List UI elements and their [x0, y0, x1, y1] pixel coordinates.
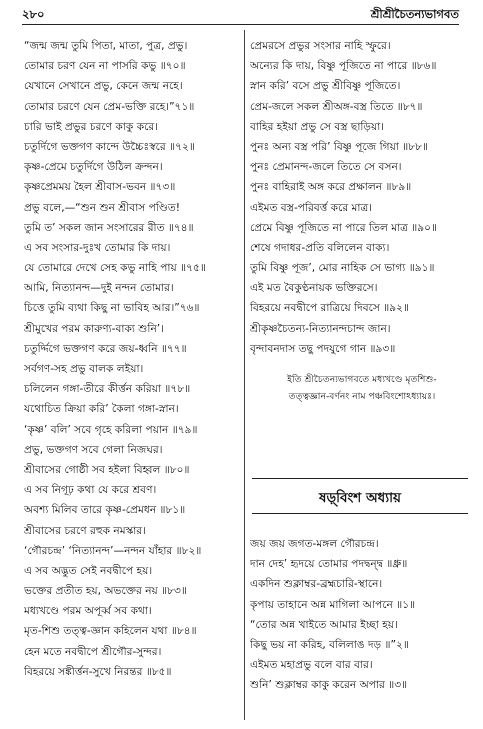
verse-line: এইমত বস্ত্র-পরিবর্ত্ত করে মাত্র।: [250, 201, 373, 214]
verse-line: কৃপায় তাহানে অন্ন মাগিলা আপনে ॥১॥: [250, 598, 416, 611]
verse-line: মধ্যখণ্ডে পরম অপূর্ব্ব সব কথা।: [24, 605, 152, 618]
verse-line: পুনঃ প্রেমানন্দ-জলে তিতে সে বসন।: [250, 161, 402, 174]
verse-line: যথোচিত ক্রিয়া করি’ কৈলা গঙ্গা-স্নান।: [24, 403, 179, 416]
verse-line: ‘গৌরচন্দ্র’ ‘নিত্যানন্দ’—নন্দন যাঁহার ॥৮২॥: [24, 544, 202, 557]
chapter-colophon: [262, 371, 462, 405]
verse-line: বৃন্দাবনদাস তছু পদযুগে গান ॥৯৩॥: [250, 342, 396, 355]
verse-line: স্নান করি’ বসে প্রভু শ্রীবিষ্ণু পূজিতে।: [250, 80, 401, 93]
header-rule: [22, 24, 459, 25]
verse-line: এ সব সংসার-দুঃখ তোমার কি দায়।: [24, 241, 171, 254]
verse-line: প্রভু বলে,—“শুন শুন শ্রীবাস পণ্ডিত!: [24, 201, 181, 214]
chapter-title: ষড়্‌বিংশ অধ্যায়: [319, 490, 401, 506]
verse-line: অন্যের কি দায়, বিষ্ণু পূজিতে না পারে ॥৮৬॥: [250, 60, 437, 73]
colophon-line: ইতি শ্রীচৈতন্যভাগবতে মধ্যখণ্ডে মৃতশিশু-: [287, 374, 437, 385]
verse-line: শ্রীকৃষ্ণচৈতন্য-নিত্যানন্দচান্দ জান।: [250, 322, 391, 335]
verse-line: শুনি’ শুক্লাম্বর কাকু করেন অপার ॥৩॥: [250, 679, 408, 692]
verse-line: জয় জয় জগত-মঙ্গল গৌরচন্দ্র।: [250, 538, 379, 550]
column-divider: [244, 30, 245, 720]
verse-line: বাহির হইয়া প্রভু সে বস্ত্র ছাড়িয়া।: [250, 120, 385, 133]
verse-line: চলিলেন গঙ্গা-তীরে কীর্ত্তন করিয়া ॥৭৮॥: [24, 383, 191, 396]
verse-line: কৃষ্ণ-প্রেমে চতুর্দিগে উঠিল ক্রন্দন।: [24, 161, 163, 174]
verse-line: প্রভু, ভক্তগণ সবে গেলা নিজঘর।: [24, 443, 163, 456]
verse-line: তোমার চরণ যেন না পাসরি কভু ॥৭০॥: [24, 60, 186, 73]
right-column-continued: [250, 534, 468, 696]
verse-line: এ সব নিগূঢ় কথা যে করে শ্রবণ।: [24, 484, 157, 497]
running-title: শ্রীশ্রীচৈতন্যভাগবত: [370, 7, 459, 21]
verse-line: পুনঃ বাহিরাই অঙ্গ করে প্রক্ষালন ॥৮৯॥: [250, 181, 412, 194]
verse-line: এইমত মহাপ্রভু বলে বার বার।: [250, 659, 373, 672]
verse-line: চারি ভাই প্রভুর চরণে কাকু করে।: [24, 120, 158, 133]
verse-line: “জন্ম জন্ম তুমি পিতা, মাতা, পুত্র, প্রভু।: [24, 40, 188, 52]
verse-line: কিছু ভয় না করিহ, বলিলাঙ দড় ॥”২॥: [250, 638, 409, 651]
verse-line: শ্রীবাসের গোষ্ঠী সব হইলা বিহ্বল ॥৮০॥: [24, 463, 190, 476]
verse-line: “তোর অন্ন খাইতে আমার ইচ্ছা হয়।: [250, 618, 398, 631]
colophon-line: তত্ত্বজ্ঞান-বর্ণনং নাম পঞ্চবিংশোঽধ্যায়ঃ।: [288, 391, 436, 402]
verse-line: আমি, নিত্যানন্দ—দুই নন্দন তোমার।: [24, 282, 174, 295]
verse-line: প্রেমে বিষ্ণু পূজিতে না পারে তিল মাত্র ॥৯০॥: [250, 221, 438, 234]
page-header: [22, 6, 459, 24]
left-column: [24, 36, 244, 682]
verse-line: মৃত-শিশু তত্ত্ব-জ্ঞান কহিলেন যথা ॥৮৪॥: [24, 625, 197, 638]
verse-line: সর্বগণ-সহ প্রভু বালক লইয়া।: [24, 363, 144, 375]
verse-line: বিহরয়ে নবদ্বীপে রাত্রিয়ে দিবসে ॥৯২॥: [250, 302, 409, 315]
verse-line: বিহরয়ে সঙ্কীর্ত্তন-সুখে নিরন্তর ॥৮৫॥: [24, 665, 172, 678]
verse-line: হেন মতে নবদ্বীপে শ্রীগৌর-সুন্দর।: [24, 645, 162, 658]
verse-line: এই মত বৈকুণ্ঠনায়ক ভক্তিরসে।: [250, 282, 378, 295]
verse-line: অবশ্য মিলিব তারে কৃষ্ণ-প্রেমধন ॥৮১॥: [24, 504, 186, 517]
verse-line: ‘কৃষ্ণ’ বলি’ সবে গৃহে করিলা পয়ান ॥৭৯॥: [24, 423, 198, 436]
verse-line: তুমি বিষ্ণু পূজ’, মোর নাহিক সে ভাগ্য ॥৯১॥: [250, 262, 435, 275]
chapter-heading: [252, 478, 468, 514]
verse-line: তুমি ত’ সকল জান সংসারের রীত ॥৭৪॥: [24, 221, 194, 234]
verse-line: চতুর্দিগে ভক্তগণ কান্দে উচ্চৈঃস্বরে ॥৭২॥: [24, 140, 195, 153]
verse-line: এ সব অদ্ভুত সেই নবদ্বীপে হয়।: [24, 564, 153, 577]
verse-line: দান দেহ’ হৃদয়ে তোমার পদদ্বন্দ্ব ॥ধ্রু॥: [250, 558, 408, 571]
verse-line: চিত্তে তুমি ব্যথা কিছু না ভাবিহ আর।”৭৬॥: [24, 302, 200, 315]
verse-line: যে তোমারে দেখে সেহ কভু নাহি পায় ॥৭৫॥: [24, 262, 206, 275]
verse-line: একদিন শুক্লাম্বর-ব্রহ্মচারি-স্থানে।: [250, 578, 383, 591]
verse-line: কৃষ্ণপ্রেমময় হৈল শ্রীবাস-ভবন ॥৭৩॥: [24, 181, 176, 194]
verse-line: শ্রীবাসের চরণে রহুক নমস্কার।: [24, 524, 146, 537]
verse-line: পুনঃ অন্য বস্ত্র পরি’ বিষ্ণু পূজে গিয়া ॥৮৮॥: [250, 140, 428, 153]
page-number: ২৮০: [22, 7, 45, 21]
verse-line: শ্রীমুখের পরম কারুণ্য-বাক্য শুনি’।: [24, 322, 164, 335]
verse-line: শেষে গদাধর-প্রতি বলিলেন বাক্য।: [250, 241, 390, 254]
verse-line: প্রেম-জলে সকল শ্রীঅঙ্গ-বস্ত্র তিতে ॥৮৭॥: [250, 100, 423, 113]
verse-line: তোমার চরণে যেন প্রেম-ভক্তি রহে।”৭১॥: [24, 100, 195, 113]
right-column: [250, 36, 468, 359]
verse-line: যেখানে সেখানে প্রভু, কেনে জন্ম নহে।: [24, 80, 183, 93]
verse-line: প্রেমরসে প্রভুর সংসার নাহি স্ফুরে।: [250, 40, 391, 52]
verse-line: ভক্তের প্রতীত হয়, অভক্তের নয় ॥৮৩॥: [24, 585, 187, 598]
verse-line: চতুর্দ্দিগে ভক্তগণ করে জয়-ধ্বনি ॥৭৭॥: [24, 342, 187, 355]
